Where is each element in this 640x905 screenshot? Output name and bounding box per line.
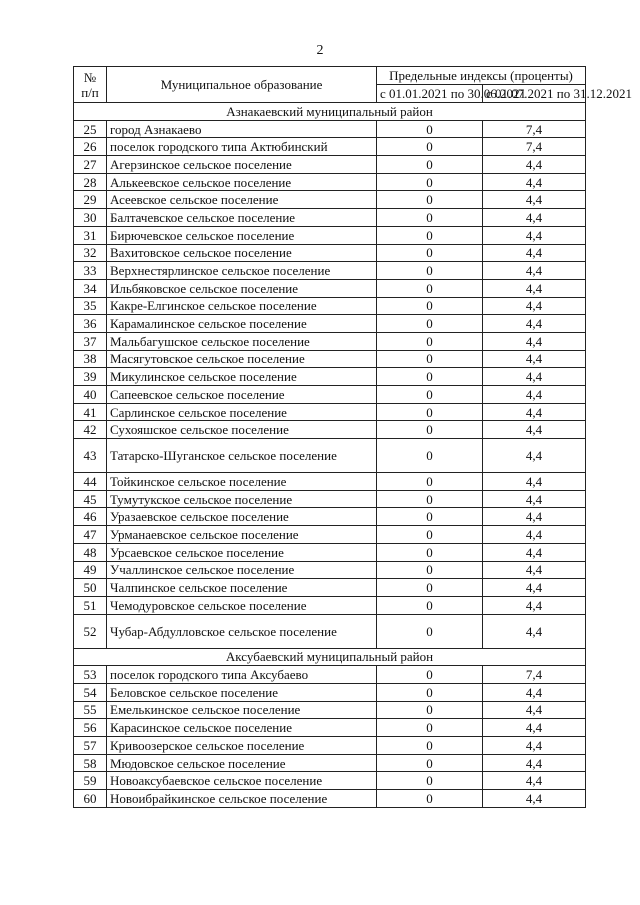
row-index-period-1: 0 — [377, 701, 483, 719]
row-municipality: Вахитовское сельское поселение — [107, 244, 377, 262]
row-index-period-1: 0 — [377, 279, 483, 297]
table-row — [74, 614, 586, 648]
row-municipality: Уразаевское сельское поселение — [107, 508, 377, 526]
row-index-period-2: 4,4 — [483, 737, 586, 755]
table-row — [74, 421, 586, 439]
row-number: 41 — [74, 403, 107, 421]
row-index-period-1: 0 — [377, 614, 483, 648]
row-number: 57 — [74, 737, 107, 755]
row-municipality: поселок городского типа Аксубаево — [107, 666, 377, 684]
row-index-period-2: 4,4 — [483, 439, 586, 473]
row-municipality: Сухояшское сельское поселение — [107, 421, 377, 439]
row-index-period-1: 0 — [377, 209, 483, 227]
table-row — [74, 666, 586, 684]
row-municipality: Мальбагушское сельское поселение — [107, 332, 377, 350]
row-municipality: Асеевское сельское поселение — [107, 191, 377, 209]
row-municipality: Емелькинское сельское поселение — [107, 701, 377, 719]
table-row — [74, 386, 586, 404]
row-index-period-2: 4,4 — [483, 403, 586, 421]
row-number: 28 — [74, 173, 107, 191]
row-municipality: Ильбяковское сельское поселение — [107, 279, 377, 297]
table-row — [74, 579, 586, 597]
row-index-period-1: 0 — [377, 191, 483, 209]
table-row — [74, 173, 586, 191]
row-number: 43 — [74, 439, 107, 473]
row-index-period-1: 0 — [377, 226, 483, 244]
row-index-period-2: 4,4 — [483, 508, 586, 526]
table-row — [74, 772, 586, 790]
table-row — [74, 683, 586, 701]
row-index-period-1: 0 — [377, 138, 483, 156]
indices-table — [73, 66, 632, 808]
table-row — [74, 297, 586, 315]
district-title: Азнакаевский муниципальный район — [74, 103, 586, 121]
row-municipality: Бирючевское сельское поселение — [107, 226, 377, 244]
row-number: 49 — [74, 561, 107, 579]
row-number: 47 — [74, 526, 107, 544]
header-indices-group: Предельные индексы (проценты) — [377, 67, 586, 85]
table-row — [74, 138, 586, 156]
row-municipality: Алькеевское сельское поселение — [107, 173, 377, 191]
table-row — [74, 526, 586, 544]
row-index-period-2: 7,4 — [483, 138, 586, 156]
row-index-period-1: 0 — [377, 790, 483, 808]
row-number: 25 — [74, 120, 107, 138]
row-number: 30 — [74, 209, 107, 227]
row-number: 31 — [74, 226, 107, 244]
row-index-period-2: 4,4 — [483, 596, 586, 614]
row-index-period-2: 4,4 — [483, 156, 586, 174]
row-index-period-2: 4,4 — [483, 262, 586, 280]
row-index-period-2: 4,4 — [483, 490, 586, 508]
table-row — [74, 403, 586, 421]
row-municipality: Микулинское сельское поселение — [107, 368, 377, 386]
row-municipality: Тойкинское сельское поселение — [107, 473, 377, 491]
row-index-period-2: 4,4 — [483, 754, 586, 772]
row-index-period-1: 0 — [377, 561, 483, 579]
district-title: Аксубаевский муниципальный район — [74, 648, 586, 666]
table-row — [74, 226, 586, 244]
row-number: 55 — [74, 701, 107, 719]
row-number: 29 — [74, 191, 107, 209]
row-index-period-1: 0 — [377, 579, 483, 597]
table-row — [74, 156, 586, 174]
header-municipality: Муниципальное образование — [107, 67, 377, 103]
row-number: 36 — [74, 315, 107, 333]
row-index-period-2: 7,4 — [483, 666, 586, 684]
table-row — [74, 790, 586, 808]
row-index-period-2: 4,4 — [483, 683, 586, 701]
row-index-period-2: 7,4 — [483, 120, 586, 138]
table-row — [74, 350, 586, 368]
row-index-period-2: 4,4 — [483, 297, 586, 315]
row-index-period-1: 0 — [377, 439, 483, 473]
row-number: 46 — [74, 508, 107, 526]
row-municipality: Карасинское сельское поселение — [107, 719, 377, 737]
row-number: 42 — [74, 421, 107, 439]
table-row — [74, 701, 586, 719]
row-municipality: Новоибрайкинское сельское поселение — [107, 790, 377, 808]
row-index-period-1: 0 — [377, 120, 483, 138]
row-index-period-1: 0 — [377, 490, 483, 508]
table-row — [74, 315, 586, 333]
row-index-period-1: 0 — [377, 244, 483, 262]
table-row — [74, 473, 586, 491]
row-index-period-1: 0 — [377, 262, 483, 280]
row-index-period-2: 4,4 — [483, 579, 586, 597]
row-index-period-1: 0 — [377, 526, 483, 544]
row-municipality: Масягутовское сельское поселение — [107, 350, 377, 368]
row-municipality: Агерзинское сельское поселение — [107, 156, 377, 174]
table-row — [74, 561, 586, 579]
row-index-period-1: 0 — [377, 719, 483, 737]
table-body — [74, 103, 586, 808]
table-row — [74, 596, 586, 614]
row-index-period-2: 4,4 — [483, 332, 586, 350]
row-number: 50 — [74, 579, 107, 597]
row-number: 26 — [74, 138, 107, 156]
row-index-period-1: 0 — [377, 386, 483, 404]
row-municipality: Урсаевское сельское поселение — [107, 543, 377, 561]
row-number: 56 — [74, 719, 107, 737]
row-index-period-1: 0 — [377, 737, 483, 755]
table-row — [74, 754, 586, 772]
table-row — [74, 508, 586, 526]
row-index-period-1: 0 — [377, 173, 483, 191]
row-index-period-2: 4,4 — [483, 350, 586, 368]
table-row — [74, 543, 586, 561]
row-municipality: Урманаевское сельское поселение — [107, 526, 377, 544]
row-index-period-1: 0 — [377, 350, 483, 368]
row-municipality: Мюдовское сельское поселение — [107, 754, 377, 772]
table-row — [74, 262, 586, 280]
row-number: 48 — [74, 543, 107, 561]
row-index-period-1: 0 — [377, 332, 483, 350]
row-municipality: Сарлинское сельское поселение — [107, 403, 377, 421]
row-municipality: Балтачевское сельское поселение — [107, 209, 377, 227]
row-number: 52 — [74, 614, 107, 648]
row-municipality: Какре-Елгинское сельское поселение — [107, 297, 377, 315]
table-row — [74, 279, 586, 297]
table-row — [74, 120, 586, 138]
row-index-period-2: 4,4 — [483, 421, 586, 439]
row-municipality: Чубар-Абдулловское сельское поселение — [107, 614, 377, 648]
row-index-period-2: 4,4 — [483, 719, 586, 737]
row-index-period-1: 0 — [377, 508, 483, 526]
table-row — [74, 191, 586, 209]
row-municipality: Чемодуровское сельское поселение — [107, 596, 377, 614]
row-index-period-2: 4,4 — [483, 226, 586, 244]
table-row — [74, 209, 586, 227]
row-index-period-1: 0 — [377, 156, 483, 174]
row-municipality: город Азнакаево — [107, 120, 377, 138]
row-municipality: Тумутукское сельское поселение — [107, 490, 377, 508]
row-index-period-1: 0 — [377, 403, 483, 421]
row-number: 59 — [74, 772, 107, 790]
table-row — [74, 368, 586, 386]
row-index-period-2: 4,4 — [483, 173, 586, 191]
row-index-period-2: 4,4 — [483, 191, 586, 209]
table-row — [74, 719, 586, 737]
row-number: 60 — [74, 790, 107, 808]
row-index-period-1: 0 — [377, 543, 483, 561]
row-index-period-2: 4,4 — [483, 315, 586, 333]
row-index-period-2: 4,4 — [483, 386, 586, 404]
row-number: 35 — [74, 297, 107, 315]
row-municipality: Сапеевское сельское поселение — [107, 386, 377, 404]
header-period-1: с 01.01.2021 по 30.06.2021 — [377, 85, 483, 103]
row-index-period-1: 0 — [377, 473, 483, 491]
row-index-period-2: 4,4 — [483, 526, 586, 544]
district-header — [74, 648, 586, 666]
row-number: 32 — [74, 244, 107, 262]
row-index-period-1: 0 — [377, 421, 483, 439]
row-number: 51 — [74, 596, 107, 614]
row-number: 38 — [74, 350, 107, 368]
row-index-period-1: 0 — [377, 772, 483, 790]
page-number: 2 — [316, 43, 324, 58]
row-index-period-1: 0 — [377, 368, 483, 386]
row-number: 39 — [74, 368, 107, 386]
table-row — [74, 490, 586, 508]
row-number: 45 — [74, 490, 107, 508]
row-municipality: Татарско-Шуганское сельское поселение — [107, 439, 377, 473]
row-municipality: Беловское сельское поселение — [107, 683, 377, 701]
row-number: 40 — [74, 386, 107, 404]
row-index-period-1: 0 — [377, 683, 483, 701]
header-number: № п/п — [74, 67, 107, 103]
row-number: 58 — [74, 754, 107, 772]
row-number: 54 — [74, 683, 107, 701]
row-index-period-1: 0 — [377, 596, 483, 614]
row-municipality: Новоаксубаевское сельское поселение — [107, 772, 377, 790]
row-index-period-1: 0 — [377, 754, 483, 772]
row-municipality: Верхнестярлинское сельское поселение — [107, 262, 377, 280]
row-number: 27 — [74, 156, 107, 174]
row-municipality: Учаллинское сельское поселение — [107, 561, 377, 579]
table-row — [74, 332, 586, 350]
row-index-period-2: 4,4 — [483, 368, 586, 386]
table-row — [74, 439, 586, 473]
row-number: 33 — [74, 262, 107, 280]
row-municipality: Карамалинское сельское поселение — [107, 315, 377, 333]
row-index-period-1: 0 — [377, 297, 483, 315]
row-index-period-2: 4,4 — [483, 614, 586, 648]
row-index-period-2: 4,4 — [483, 790, 586, 808]
row-index-period-2: 4,4 — [483, 279, 586, 297]
row-index-period-2: 4,4 — [483, 209, 586, 227]
row-number: 37 — [74, 332, 107, 350]
row-index-period-2: 4,4 — [483, 701, 586, 719]
row-index-period-1: 0 — [377, 315, 483, 333]
table-row — [74, 737, 586, 755]
table-row — [74, 244, 586, 262]
row-index-period-2: 4,4 — [483, 473, 586, 491]
row-municipality: поселок городского типа Актюбинский — [107, 138, 377, 156]
row-municipality: Кривоозерское сельское поселение — [107, 737, 377, 755]
row-municipality: Чалпинское сельское поселение — [107, 579, 377, 597]
row-number: 34 — [74, 279, 107, 297]
row-index-period-2: 4,4 — [483, 561, 586, 579]
row-index-period-2: 4,4 — [483, 244, 586, 262]
district-header — [74, 103, 586, 121]
row-number: 53 — [74, 666, 107, 684]
row-index-period-2: 4,4 — [483, 772, 586, 790]
header-period-2: с 01.07.2021 по 31.12.2021 — [483, 85, 586, 103]
row-number: 44 — [74, 473, 107, 491]
row-index-period-2: 4,4 — [483, 543, 586, 561]
row-index-period-1: 0 — [377, 666, 483, 684]
